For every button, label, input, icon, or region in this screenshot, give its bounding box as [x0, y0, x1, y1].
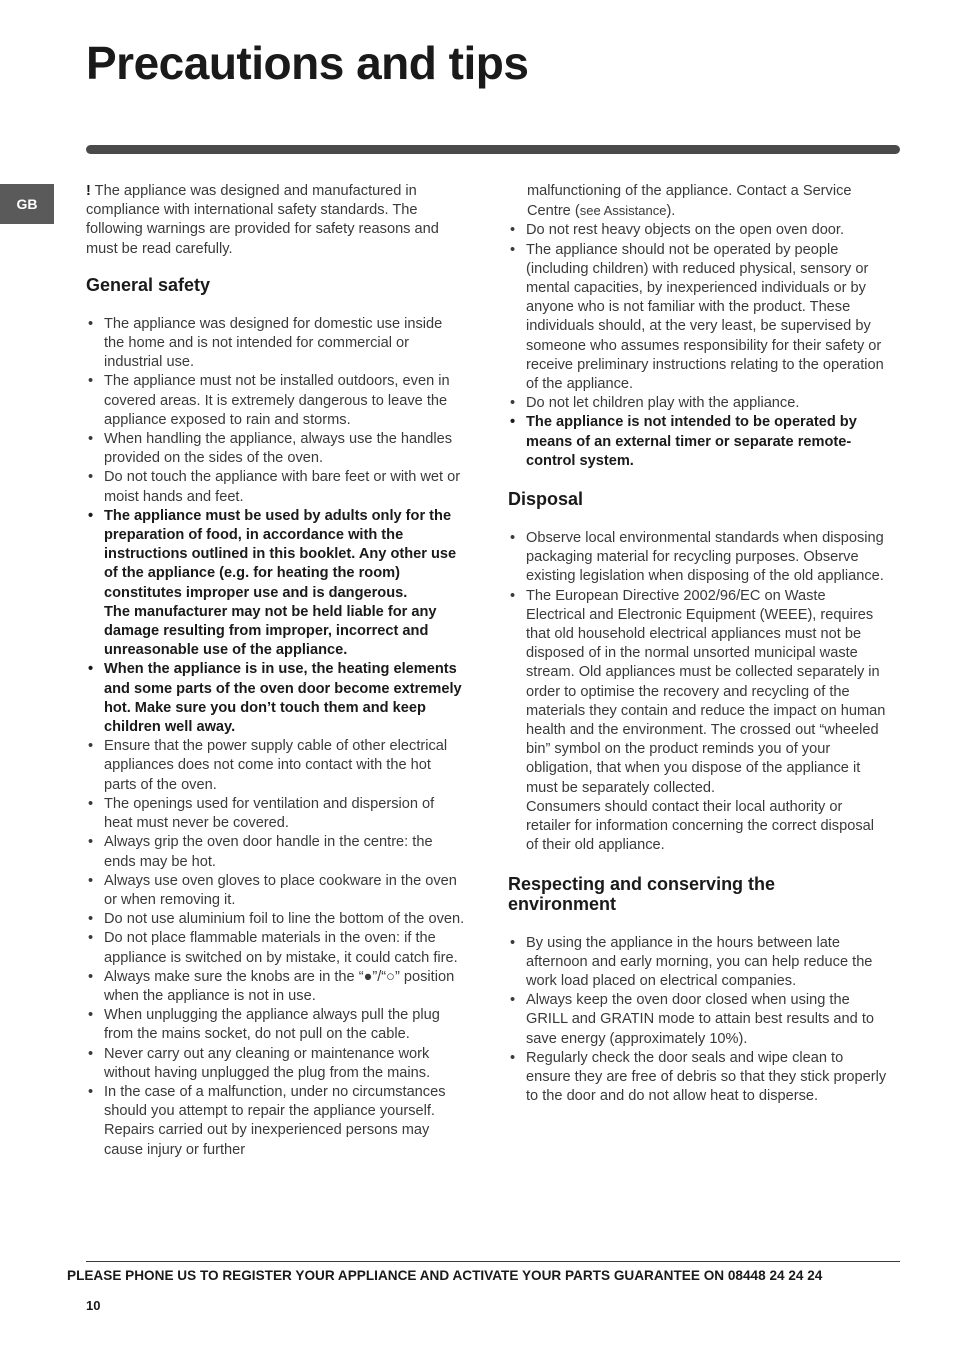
list-item-text: • Always keep the oven door closed when using the GRILL and GRATIN mode to attain best results and to save energy (approximately 10%).: [526, 992, 874, 1047]
list-item-text: • Regularly check the door seals and wipe clean to ensure they are free of debris so that they stick properly to the door and do not allow heat to disperse.: [526, 1049, 887, 1105]
list-item: [86, 468, 466, 506]
list-item: [86, 1045, 466, 1083]
list-item: [508, 529, 888, 587]
list-item: [86, 430, 466, 468]
list-item: [508, 991, 888, 1049]
intro-paragraph: [86, 182, 466, 259]
list-item-text: • The appliance must be used by adults only for the preparation of food, in accordance with the instructions outlined in this booklet. Any other use of the appliance (e.g. for heating the room) constitutes improper use and is dangerous.: [104, 507, 457, 601]
list-item-text: • The openings used for ventilation and dispersion of heat must never be covered.: [104, 795, 435, 832]
list-item: [86, 872, 466, 910]
left-column: [86, 182, 466, 1160]
disposal-heading: Disposal: [508, 489, 584, 510]
list-item: [86, 737, 466, 795]
list-item: [508, 241, 888, 395]
warning-mark: !: [86, 183, 91, 199]
environment-list: [508, 934, 888, 1107]
list-item: [508, 413, 888, 471]
list-item-text: • The appliance should not be operated by people (including children) with reduced physical, sensory or mental capacities, by inexperienced individuals or by anyone who is not familiar with the product. These individuals should, at the very least, be supervised by someone who assumes responsibility for their safety or receive preliminary instructions relating to the operation of the appliance.: [526, 241, 884, 393]
list-item: [508, 587, 888, 856]
list-item: [508, 934, 888, 992]
list-item-text-continued: The manufacturer may not be held liable for any damage resulting from improper, incorrect and unreasonable use of the appliance.: [104, 603, 437, 659]
list-item: [86, 968, 466, 1006]
list-item: [86, 507, 466, 661]
page-number: 10: [86, 1298, 101, 1313]
list-item-text: • In the case of a malfunction, under no circumstances should you attempt to repair the appliance yourself. Repairs carried out by inexperienced persons may cause injury or further: [104, 1083, 446, 1158]
list-item: [86, 315, 466, 373]
list-item-text: • When handling the appliance, always use the handles provided on the sides of the oven.: [104, 431, 453, 467]
list-item-text: • When the appliance is in use, the heating elements and some parts of the oven door become extremely hot. Make sure you don’t touch them and keep children well away.: [104, 661, 462, 736]
continued-text-end: ).: [666, 203, 676, 220]
list-item: [86, 910, 466, 929]
footer-register-notice: PLEASE PHONE US TO REGISTER YOUR APPLIANCE AND ACTIVATE YOUR PARTS GUARANTEE ON 08448 24 24 24: [67, 1268, 823, 1283]
list-item-text: • Always use oven gloves to place cookware in the oven or when removing it.: [104, 872, 457, 908]
list-item-text: • Do not touch the appliance with bare feet or with wet or moist hands and feet.: [104, 469, 461, 505]
list-item: [86, 1083, 466, 1160]
list-item-text: • Ensure that the power supply cable of other electrical appliances does not come into contact with the hot parts of the oven.: [104, 738, 448, 793]
list-item-text: • Do not rest heavy objects on the open oven door.: [526, 222, 845, 239]
list-item-text: • Do not use aluminium foil to line the bottom of the oven.: [104, 911, 465, 928]
title-divider: [86, 145, 900, 154]
list-item-text: • Do not place flammable materials in the oven: if the appliance is switched on by mistake, it could catch fire.: [104, 930, 458, 966]
disposal-list: [508, 529, 888, 855]
list-item-text-continued: Consumers should contact their local authority or retailer for information concerning the correct disposal of their old appliance.: [526, 798, 874, 854]
list-item: [508, 1049, 888, 1107]
page-title: Precautions and tips: [86, 37, 529, 89]
general-safety-list-continued: [508, 221, 888, 471]
continued-text-body: malfunctioning of the appliance. Contact a Service Centre (: [527, 183, 852, 220]
list-item-text: • Always make sure the knobs are in the “●”/“○” position when the appliance is not in use.: [104, 968, 455, 1004]
general-safety-list: [86, 315, 466, 1160]
list-item-text: • By using the appliance in the hours between late afternoon and early morning, you can help reduce the work load placed on electrical companies.: [526, 934, 873, 989]
footer-divider: [86, 1261, 900, 1262]
list-item: [86, 795, 466, 833]
list-item: [86, 660, 466, 737]
list-item-text: • The appliance was designed for domestic use inside the home and is not intended for commercial or industrial use.: [104, 315, 443, 371]
continued-text: [508, 182, 888, 221]
list-item: [86, 929, 466, 967]
list-item-text: • The appliance must not be installed outdoors, even in covered areas. It is extremely dangerous to leave the appliance exposed to rain and storms.: [104, 373, 450, 428]
language-tab: GB: [0, 184, 54, 224]
intro-text: The appliance was designed and manufactured in compliance with international safety standards. The following warnings are provided for safety reasons and must be read carefully.: [86, 183, 439, 257]
list-item: [508, 221, 888, 240]
list-item-text: • Never carry out any cleaning or maintenance work without having unplugged the plug from the mains.: [104, 1045, 431, 1081]
general-safety-heading: General safety: [86, 274, 211, 295]
list-item-text: • The appliance is not intended to be operated by means of an external timer or separate remote-control system.: [526, 414, 857, 469]
environment-heading: Respecting and conserving the environment: [508, 873, 776, 914]
list-item-text: • Observe local environmental standards when disposing packaging material for recycling purposes. Observe existing legislation when disposing of the old appliance.: [526, 530, 884, 585]
list-item: [508, 394, 888, 413]
list-item-text: • The European Directive 2002/96/EC on Waste Electrical and Electronic Equipment (WEEE), requires that old household electrical appliances must not be disposed of in the normal unsorted municipal waste stream. Old appliances must be collected separately in order to optimise the recovery and recycling of the materials they contain and reduce the impact on human health and the environment. The crossed out “wheeled bin” symbol on the product reminds you of your obligation, that when you dispose of the appliance it must be separately collected.: [526, 587, 886, 796]
list-item: [86, 833, 466, 871]
list-item-text: • Always grip the oven door handle in the centre: the ends may be hot.: [104, 834, 433, 870]
right-column: [508, 182, 888, 1106]
list-item: [86, 372, 466, 430]
list-item-text: • Do not let children play with the appliance.: [526, 395, 800, 412]
list-item: [86, 1006, 466, 1044]
list-item-text: • When unplugging the appliance always pull the plug from the mains socket, do not pull on the cable.: [104, 1007, 440, 1043]
see-assistance-ref: see Assistance: [579, 203, 667, 219]
